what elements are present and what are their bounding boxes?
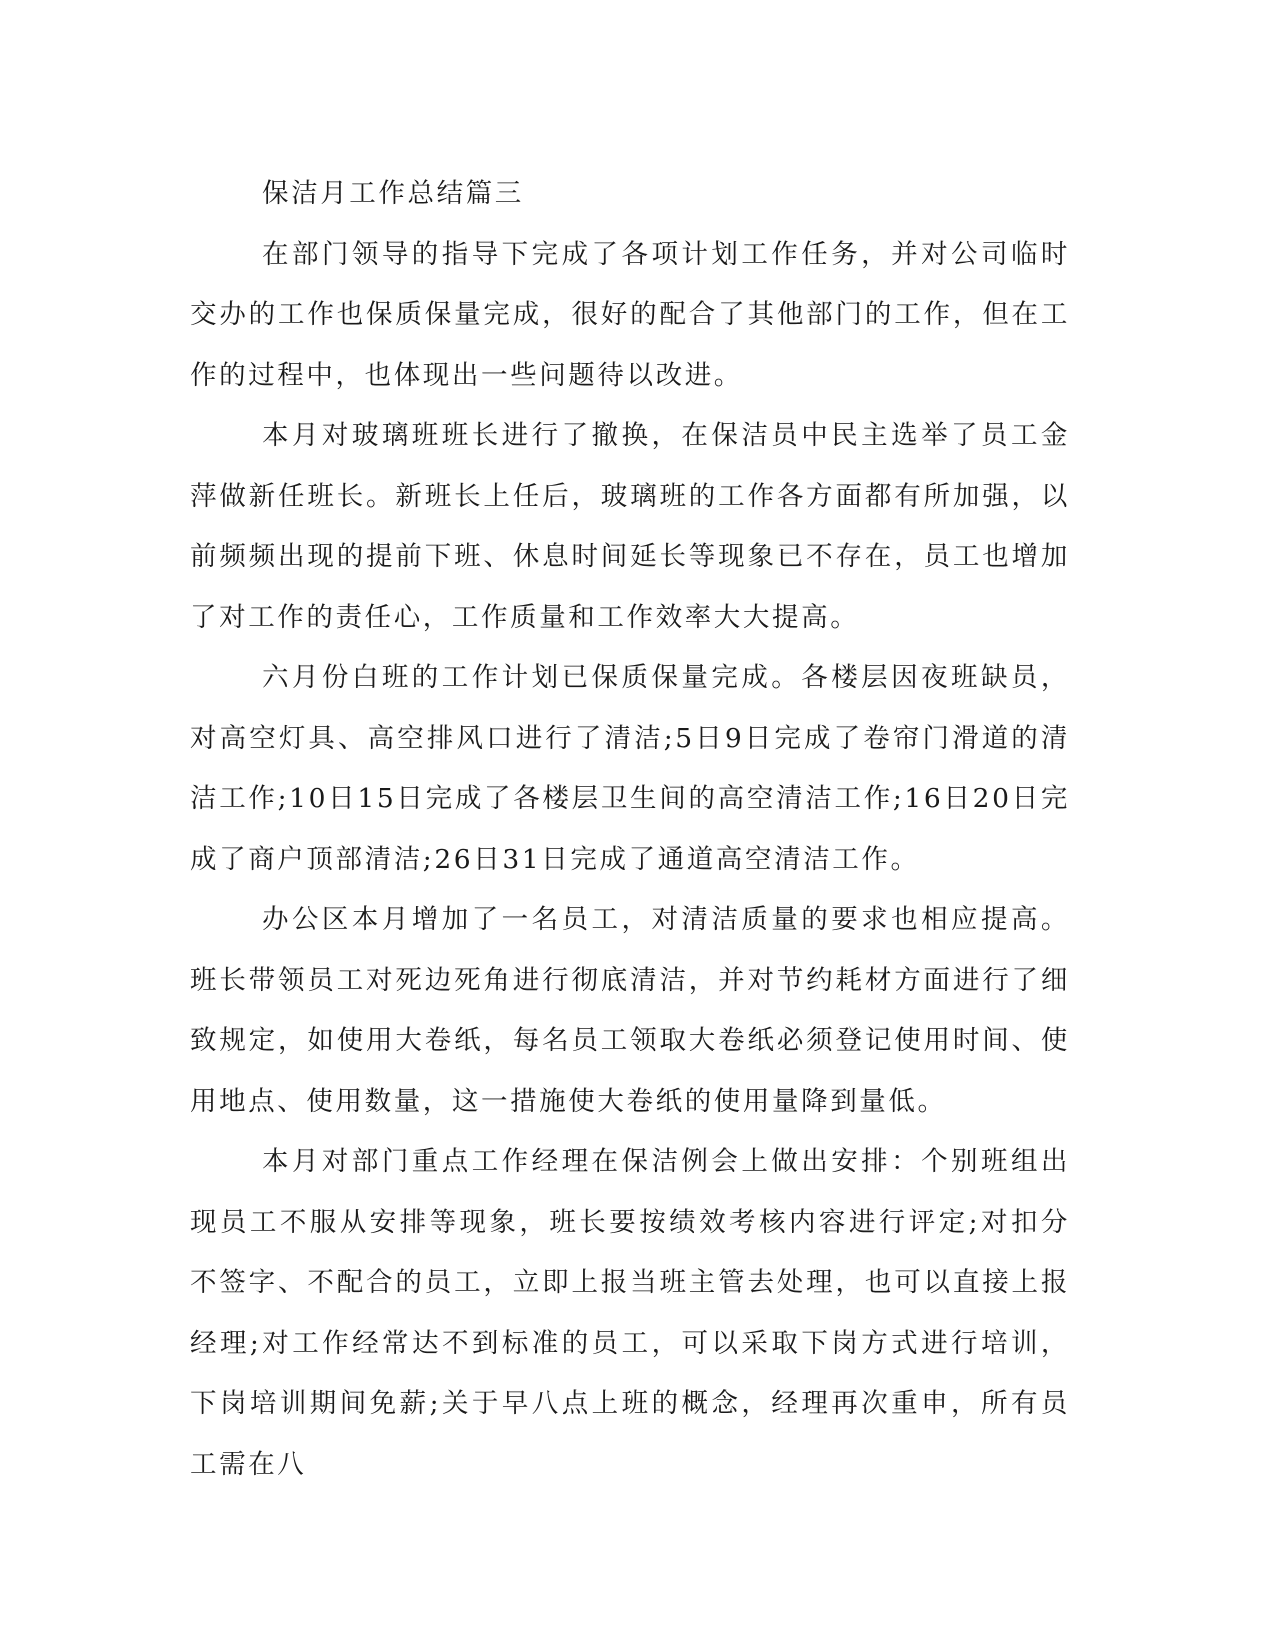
paragraph-office-area: 办公区本月增加了一名员工，对清洁质量的要求也相应提高。班长带领员工对死边死角进行彻底清洁，并对节约耗材方面进行了细致规定，如使用大卷纸，每名员工领取大卷纸必须登记使用时间、使用地点、使用数量，这一措施使大卷纸的使用量降到量低。 — [190, 904, 1070, 1117]
document-body — [190, 164, 1070, 1495]
paragraph-day-shift-plan: 六月份白班的工作计划已保质保量完成。各楼层因夜班缺员，对高空灯具、高空排风口进行了清洁;5日9日完成了卷帘门滑道的清洁工作;10日15日完成了各楼层卫生间的高空清洁工作;16日20日完成了商户顶部清洁;26日31日完成了通道高空清洁工作。 — [190, 662, 1070, 875]
paragraph-glass-team-leader: 本月对玻璃班班长进行了撤换，在保洁员中民主选举了员工金萍做新任班长。新班长上任后，玻璃班的工作各方面都有所加强，以前频频出现的提前下班、休息时间延长等现象已不存在，员工也增加了对工作的责任心，工作质量和工作效率大大提高。 — [190, 420, 1070, 633]
paragraph-work-overview: 在部门领导的指导下完成了各项计划工作任务，并对公司临时交办的工作也保质保量完成，很好的配合了其他部门的工作，但在工作的过程中，也体现出一些问题待以改进。 — [190, 238, 1070, 391]
paragraph-key-arrangements: 本月对部门重点工作经理在保洁例会上做出安排：个别班组出现员工不服从安排等现象，班长要按绩效考核内容进行评定;对扣分不签字、不配合的员工，立即上报当班主管去处理，也可以直接上报经理;对工作经常达不到标准的员工，可以采取下岗方式进行培训，下岗培训期间免薪;关于早八点上班的概念，经理再次重申，所有员工需在八 — [190, 1146, 1070, 1480]
document-title: 保洁月工作总结篇三 — [262, 178, 524, 209]
